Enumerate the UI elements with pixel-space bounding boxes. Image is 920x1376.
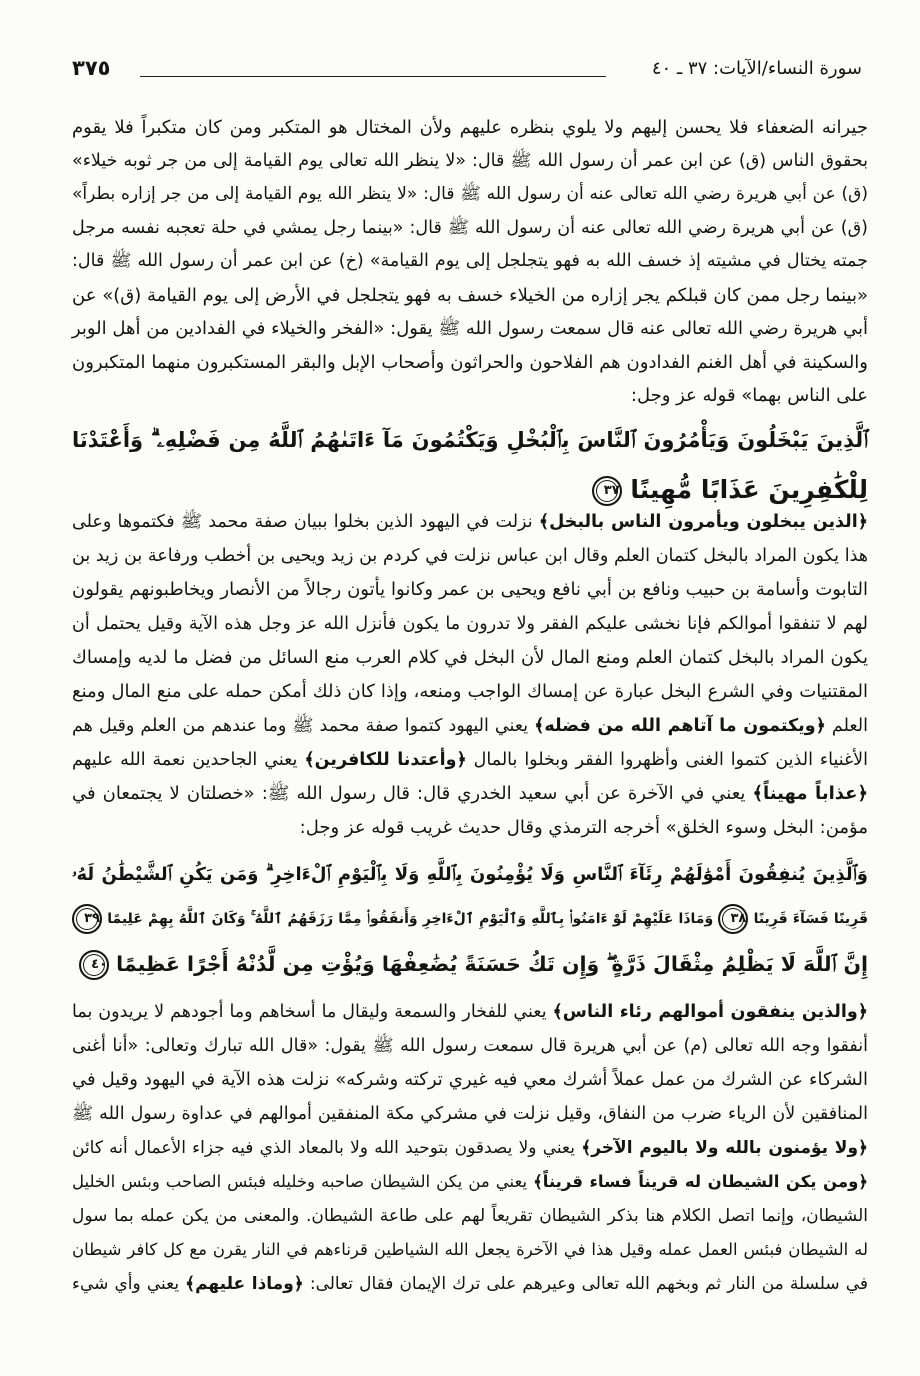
- commentary-line: بحقوق الناس (ق) عن ابن عمر أن رسول الله ﷺ قال: «لا ينظر الله تعالى يوم القيامة إلى من جر ثوبه خيلاء»: [72, 150, 868, 171]
- ayah-end-marker: [79, 950, 109, 980]
- commentary-line: أنفقوا وجه الله تعالى (م) عن أبي هريرة قال سمعت رسول الله ﷺ يقول: «قال الله تبارك وتعالى: «أنا أغنى: [72, 1036, 868, 1056]
- commentary-line: المقتنيات وفي الشرع البخل عبارة عن إمساك الواجب ومنعه، وإذا كان ذلك أمكن حمله على منع المال ومنع: [72, 681, 868, 702]
- commentary-line: مؤمن: البخل وسوء الخلق» أخرجه الترمذي وقال حديث غريب قوله عز وجل:: [299, 817, 868, 838]
- quran-quote: ﴿الذين يبخلون ويأمرون الناس بالبخل﴾: [538, 512, 868, 532]
- commentary-line: ﴿ولا يؤمنون بالله ولا باليوم الآخر﴾ يعني ولا يصدقون بتوحيد الله ولا بالمعاد الذي فيه جزاء الأعمال أنه كائن: [72, 1138, 868, 1158]
- ayah-end-marker: [592, 476, 622, 506]
- quran-quote: ﴿ولا يؤمنون بالله ولا باليوم الآخر﴾: [581, 1138, 868, 1158]
- quran-quote: ﴿والذين ينفقون أموالهم رئاء الناس﴾: [552, 1002, 868, 1022]
- ayah-end-marker: [718, 904, 748, 934]
- commentary-line: التابوت وأسامة بن حبيب ونافع بن أبي نافع ويحيى بن عمر وكانوا يأتون رجالاً من الأنصار ويخاطبونهم يقولون: [72, 579, 868, 600]
- commentary-line: والسكينة في أهل الغنم الفدادون هم الفلاحون والحراثون وأصحاب الإبل والبقر المستكبرون منهما المتكبرون: [72, 351, 868, 373]
- commentary-line: ﴿ومن يكن الشيطان له قريناً فساء قريناً﴾ يعني من يكن الشيطان صاحبه وخليله فبئس الصاحب وبئس الخليل: [72, 1172, 869, 1191]
- commentary-line: ﴿عذاباً مهيناً﴾ يعني في الآخرة عن أبي سعيد الخدري قال: قال رسول الله ﷺ: «خصلتان لا يجتمعان في: [72, 783, 868, 804]
- ayah-number: ٣٩: [84, 911, 100, 926]
- verse-text: ٱلَّذِينَ يَبْخَلُونَ وَيَأْمُرُونَ ٱلنَّاسَ بِٱلْبُخْلِ وَيَكْتُمُونَ مَآ ءَاتَىٰهُمُ ٱللَّهُ مِن فَضْلِهِۦ ۗ وَأَعْتَدْنَا: [72, 428, 868, 452]
- quran-quote: ﴿وأعتدنا للكافرين﴾: [304, 750, 467, 770]
- verse-line: [72, 897, 868, 942]
- commentary-line: الأغنياء الذين كتموا الغنى وأظهروا الفقر وبخلوا بالمال ﴿وأعتدنا للكافرين﴾ يعني الجاحدين نعمة الله عليهم: [72, 750, 868, 770]
- commentary-line: لهم لا تنفقوا أموالكم فإنا نخشى عليكم الفقر ولا تدرون ما يكون فأنزل الله عز وجل هذه الآية وقيل يحتمل أن: [72, 614, 868, 634]
- commentary-block-2: [72, 505, 868, 845]
- commentary-line: (ق) عن أبي هريرة رضي الله تعالى عنه أن رسول الله ﷺ قال: «لا ينظر الله يوم القيامة إلى من جر إزاره بطراً»: [72, 184, 868, 204]
- commentary-block-3: [72, 995, 868, 1301]
- commentary-line: ﴿والذين ينفقون أموالهم رئاء الناس﴾ يعني للفخار والسمعة وليقال ما أسخاهم وما أجودهم لا يريدون بما: [72, 1002, 868, 1022]
- quran-quote: ﴿ويكتمون ما آتاهم الله من فضله﴾: [534, 716, 826, 736]
- surah-title: سورة النساء/الآيات: ٣٧ ـ ٤٠: [651, 58, 862, 79]
- quran-verse-block-37: [72, 415, 868, 515]
- commentary-line: هذا يكون المراد بالبخل كتمان العلم وقال ابن عباس نزلت في كردم بن زيد ويحيى بن أخطب ورفاعة بن زيد بن: [72, 546, 868, 566]
- header-rule: [140, 76, 606, 77]
- commentary-line: الشيطان، وإنما اتصل الكلام هنا بذكر الشيطان تقريعاً لهم على طاعة الشيطان. والمعنى من يكن عمله بما سول: [72, 1206, 868, 1226]
- verse-text: وَمَاذَا عَلَيْهِمْ لَوْ ءَامَنُوا۟ بِٱللَّهِ وَٱلْيَوْمِ ٱلْءَاخِرِ وَأَنفَقُوا۟ مِمَّا رَزَقَهُمُ ٱللَّهُ ۚ وَكَانَ ٱللَّهُ بِهِمْ عَلِيمًا: [107, 911, 714, 927]
- quran-verse-block-38-40: [72, 852, 868, 987]
- commentary-line: أبي هريرة رضي الله تعالى عنه قال سمعت رسول الله ﷺ يقول: «الفخر والخيلاء في الفدادين من أهل الوبر: [71, 318, 868, 339]
- verse-line: [72, 852, 868, 897]
- verse-line: [72, 415, 868, 465]
- verse-text: لِلْكَٰفِرِينَ عَذَابًا مُّهِينًا: [630, 475, 868, 504]
- commentary-line: الشركاء عن الشرك من عمل عملاً أشرك معي فيه غيري تركته وشركه» نزلت هذه الآية في اليهود وقيل في: [72, 1069, 868, 1090]
- verse-line: [72, 942, 868, 987]
- quran-quote: ﴿ومن يكن الشيطان له قريناً فساء قريناً﴾: [533, 1172, 869, 1191]
- commentary-line: في سلسلة من النار ثم وبخهم الله تعالى وعيرهم على ترك الإيمان فقال تعالى: ﴿وماذا عليهم﴾ يعني وأي شيء: [72, 1274, 868, 1294]
- commentary-line: العلم ﴿ويكتمون ما آتاهم الله من فضله﴾ يعني اليهود كتموا صفة محمد ﷺ وما عندهم من العلم وقيل هم: [72, 716, 869, 736]
- commentary-line: «بينما رجل ممن كان قبلكم يجر إزاره من الخيلاء خسف به فهو يتجلجل في الأرض إلى يوم القيامة (ق)» عن: [72, 284, 868, 306]
- ayah-number: ٣٨: [730, 911, 747, 926]
- commentary-line: جمته يختال في مشيته إذ خسف الله به فهو يتجلجل إلى يوم القيامة» (خ) عن ابن عمر أن رسول الله ﷺ قال:: [72, 251, 868, 271]
- verse-text: قَرِينًا فَسَآءَ قَرِينًا: [753, 911, 868, 927]
- commentary-line: على الناس بهما» قوله عز وجل:: [630, 385, 868, 406]
- page-number: ٣٧٥: [72, 56, 111, 80]
- quran-quote: ﴿عذاباً مهيناً﴾: [752, 783, 868, 804]
- commentary-line: (ق) عن أبي هريرة رضي الله تعالى عنه أن رسول الله ﷺ قال: «بينما رجل يمشي في حلة تعجبه نفسه مرجل: [72, 217, 868, 238]
- commentary-line: له الشيطان فبئس العمل عمله وقيل هذا في الآخرة يجعل الله الشياطين قرناءهم في النار يقرن مع كل كافر شيطان: [72, 1240, 868, 1259]
- quran-quote: ﴿وماذا عليهم﴾: [185, 1274, 304, 1294]
- commentary-block-1: [72, 111, 868, 413]
- commentary-line: ﴿الذين يبخلون ويأمرون الناس بالبخل﴾ نزلت في اليهود الذين بخلوا ببيان صفة محمد ﷺ فكتموها وعلى: [72, 512, 868, 532]
- ayah-number: ٤٠: [91, 957, 107, 972]
- ayah-end-marker: [72, 904, 102, 934]
- ayah-number: ٣٧: [603, 483, 620, 498]
- verse-text: وَٱلَّذِينَ يُنفِقُونَ أَمْوَٰلَهُمْ رِئَآءَ ٱلنَّاسِ وَلَا يُؤْمِنُونَ بِٱللَّهِ وَلَا بِٱلْيَوْمِ ٱلْءَاخِرِ ۗ وَمَن يَكُنِ ٱلشَّيْطَٰنُ لَهُۥ: [72, 864, 868, 885]
- commentary-line: يكون المراد بالبخل كتمان العلم ومنع المال لأن البخل في كلام العرب منع السائل من فضل ما لديه وإمساك: [72, 647, 868, 668]
- verse-text: إِنَّ ٱللَّهَ لَا يَظْلِمُ مِثْقَالَ ذَرَّةٍ ۖ وَإِن تَكُ حَسَنَةً يُضَٰعِفْهَا وَيُؤْتِ مِن لَّدُنْهُ أَجْرًا عَظِيمًا: [116, 952, 868, 976]
- commentary-line: جيرانه الضعفاء فلا يحسن إليهم ولا يلوي بنظره عليهم ولأن المختال هو المتكبر ومن كان متكبراً فلا يقوم: [72, 117, 868, 138]
- commentary-line: المنافقين لأن الرياء ضرب من النفاق، وقيل نزلت في مشركي مكة المنفقين أموالهم في عداوة رسول الله ﷺ: [72, 1104, 868, 1124]
